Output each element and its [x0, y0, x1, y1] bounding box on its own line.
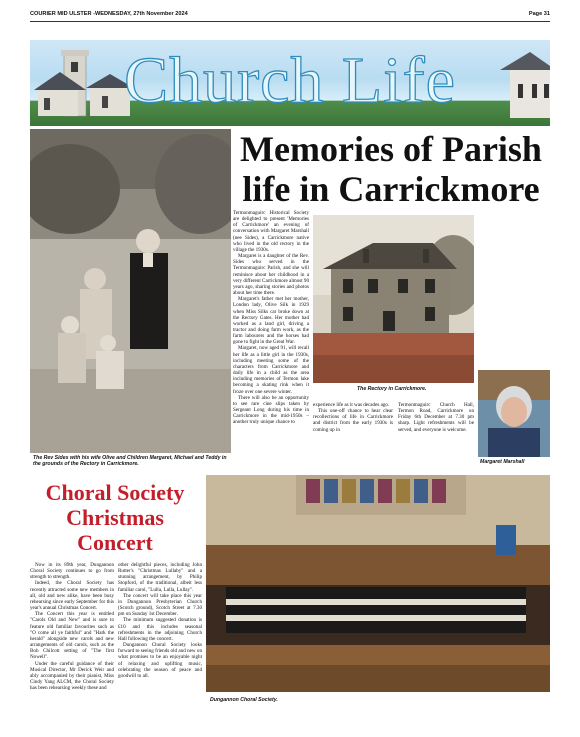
choir-photo: [206, 475, 550, 692]
section-title: Church Life: [124, 44, 456, 117]
paragraph: Now in its 89th year, Dungannon Choral Society continues to go from strength to strength.: [30, 562, 114, 581]
margaret-portrait: [478, 370, 550, 457]
margaret-portrait-caption: Margaret Marshall: [480, 459, 525, 465]
publication-dateline: COURIER MID ULSTER -WEDNESDAY, 27th November 2024: [30, 11, 188, 17]
rectory-photo-caption: The Rectory in Carrickmore.: [357, 386, 427, 392]
choir-photo-caption: Dungannon Choral Society.: [210, 697, 278, 703]
paragraph: Margaret's father met her mother, London lady, Olive Silk in 1929 when Miss Silks car broke down at the Rectory Gates. Her mother had worked as a land girl, driving a tractor and doing farm work, as the farm labourers and the horses had gone to fight in the Great War.: [233, 296, 309, 346]
paragraph: Under the careful guidance of their Musical Director, Mr Derick Weir and ably accompanied by their pianist, Miss Cindy Yang ALCM, the Choral Society has been rehearsing weekly these and: [30, 660, 114, 692]
paragraph: Dungannon Choral Society looks forward to seeing friends old and new on what promises to be an enjoyable night of relaxing and uplifting music, celebrating the season of peace and goodwill to all.: [118, 642, 202, 679]
paragraph: The concert will take place this year in Dungannon Presbyterian Church (Scotch ground), Scotch Street at 7.30 pm on Sunday 1st December.: [118, 592, 202, 618]
article2-column-1: [30, 562, 114, 691]
church-life-banner: [30, 40, 550, 126]
article2-column-2: [118, 562, 202, 679]
paragraph: Indeed, the Choral Society has recently attracted some new members in all, old and new alike, have been busy rehearsing since early September for this year's annual Christmas Concert.: [30, 580, 114, 612]
choral-headline: Choral Society Christmas Concert: [45, 480, 185, 555]
page-number: Page 31: [528, 11, 550, 17]
paragraph: The minimum suggested donation is £10 and this includes seasonal refreshments in the adjoining Church Hall following the concert.: [118, 617, 202, 642]
family-photo: [30, 129, 231, 453]
paragraph: There will also be an opportunity to see rare cine slips taken by Sergeant Long during his time in Carrickmore in the mid-1950s – another truly unique chance to: [233, 394, 309, 426]
article1-column-2: [313, 402, 393, 433]
paragraph: Margaret is a daughter of the Rev. Sides who served in the Termonmaguirc Parish, and she will reminisce about her childhood in a very different Carrickmore almost 90 years ago, sharing stories and photos about her time there.: [233, 253, 310, 297]
paragraph: This one-off chance to hear clear recollections of life in Carrickmore and district from the early 1930s is coming up in: [313, 408, 393, 433]
paragraph: The Concert this year is entitled "Carols Old and New" and is sure to feature old familiar favourites such as "O come all ye faithful" and "Hark the herald" alongside new carols and new arrangements of old carols, such as the Bob Chilcott setting of "The first Nowell".: [30, 611, 114, 661]
article-headline: Memories of Parish life in Carrickmore: [240, 129, 542, 209]
article1-column-1: [233, 210, 309, 425]
paragraph: Termonmaguirc Church Hall, Termon Road, Carrickmore on Friday 6th December at 7.30 pm sharp. Light refreshments will be served, and everyone is welcome.: [398, 402, 474, 433]
rectory-photo: [313, 215, 474, 383]
family-photo-caption: The Rev Sides with his wife Olive and Children Margaret, Michael and Teddy in the grounds of the Rectory in Carrickmore.: [33, 455, 227, 468]
article1-column-3: [398, 402, 474, 433]
running-header: [30, 9, 550, 22]
paragraph: Margaret, now aged 91, will recall her life as a little girl in the 1930s, including meeting some of the characters from Carrickmore and daily life in a child as the area including memories of Termon lake becoming a skating rink when it froze over one severe winter.: [233, 345, 309, 395]
paragraph: experience life as it was decades ago.: [313, 402, 390, 408]
paragraph: Termonmaguirc Historical Society are delighted to present 'Memories of Carrickmore' an evening of conversation with Margaret Marshall (nee Sides), a Carrickmore native who lived in the old rectory in the village the 1930s.: [233, 210, 309, 253]
paragraph: other delightful pieces, including John Rutter's "Christmas Lullaby" and a stunning arrangement, by Philip Stopford, of the traditional, albeit less familiar carol, "Lulla, Lulla, Lullay".: [118, 562, 202, 593]
